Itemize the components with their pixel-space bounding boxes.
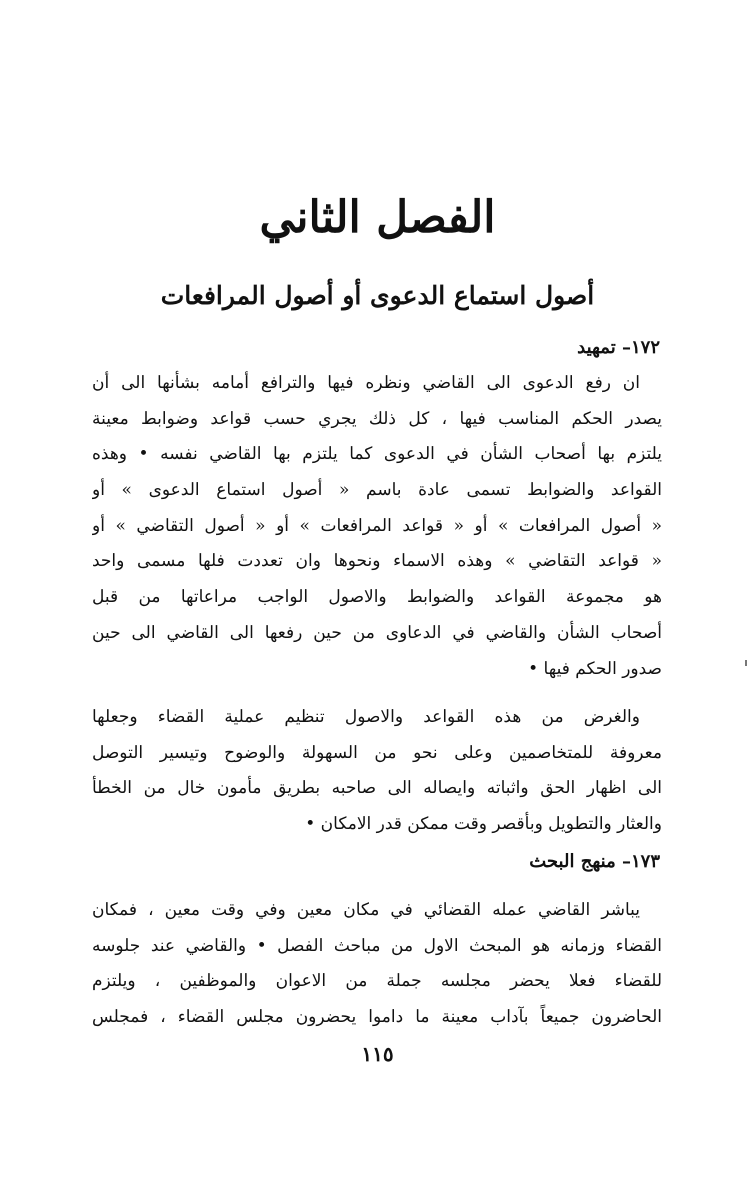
text-line: ان رفع الدعوى الى القاضي ونظره فيها والترافع أمامه بشأنها الى أن	[92, 373, 640, 393]
paragraph-intro	[92, 366, 662, 687]
chapter-title: الفصل الثاني	[259, 192, 496, 243]
text-line: القضاء وزمانه هو المبحث الاول من مباحث الفصل • والقاضي عند جلوسه	[92, 935, 662, 956]
text-line: « قواعد التقاضي » وهذه الاسماء ونحوها وان تعددت فلها مسمى واحد	[92, 551, 662, 572]
text-line: يلتزم بها أصحاب الشأن في الدعوى كما يلتزم بها القاضي نفسه • وهذه	[92, 444, 662, 465]
paragraph-purpose	[92, 700, 662, 843]
text-line: معروفة للمتخاصمين وعلى نحو من السهولة والوضوح وتيسير التوصل	[92, 742, 662, 763]
text-line: يباشر القاضي عمله القضائي في مكان معين وفي وقت معين ، فمكان	[92, 900, 640, 920]
text-line: القواعد والضوابط تسمى عادة باسم « أصول استماع الدعوى » أو	[92, 480, 662, 501]
text-line: الحاضرون جميعاً بآداب معينة ما داموا يحضرون مجلس القضاء ، فمجلس	[92, 1007, 662, 1028]
text-line: للقضاء فعلا يحضر مجلسه جملة من الاعوان والموظفين ، ويلتزم	[92, 971, 662, 992]
text-line: صدور الحكم فيها •	[528, 658, 662, 679]
text-line: والغرض من هذه القواعد والاصول تنظيم عملية القضاء وجعلها	[92, 707, 640, 727]
text-line: والعثار والتطويل وبأقصر وقت ممكن قدر الامكان •	[305, 814, 662, 835]
section-heading-173: ١٧٣– منهج البحث	[529, 851, 660, 872]
text-line: الى اظهار الحق واثباته وايصاله الى صاحبه بطريق مأمون خال من الخطأ	[92, 778, 662, 799]
text-line: « أصول المرافعات » أو « قواعد المرافعات » أو « أصول التقاضي » أو	[92, 515, 662, 536]
scan-speck	[745, 660, 747, 666]
page-number: ١١٥	[361, 1042, 394, 1066]
paragraph-method	[92, 893, 662, 1036]
section-heading-172: ١٧٢– تمهيد	[577, 337, 660, 358]
text-line: هو مجموعة القواعد والضوابط والاصول الواجب مراعاتها من قبل	[92, 587, 662, 608]
text-line: أصحاب الشأن والقاضي في الدعاوى من حين رفعها الى القاضي الى حين	[92, 622, 662, 643]
text-line: يصدر الحكم المناسب فيها ، كل ذلك يجري حسب قواعد وضوابط معينة	[92, 408, 662, 429]
chapter-subtitle: أصول استماع الدعوى أو أصول المرافعات	[160, 281, 595, 310]
